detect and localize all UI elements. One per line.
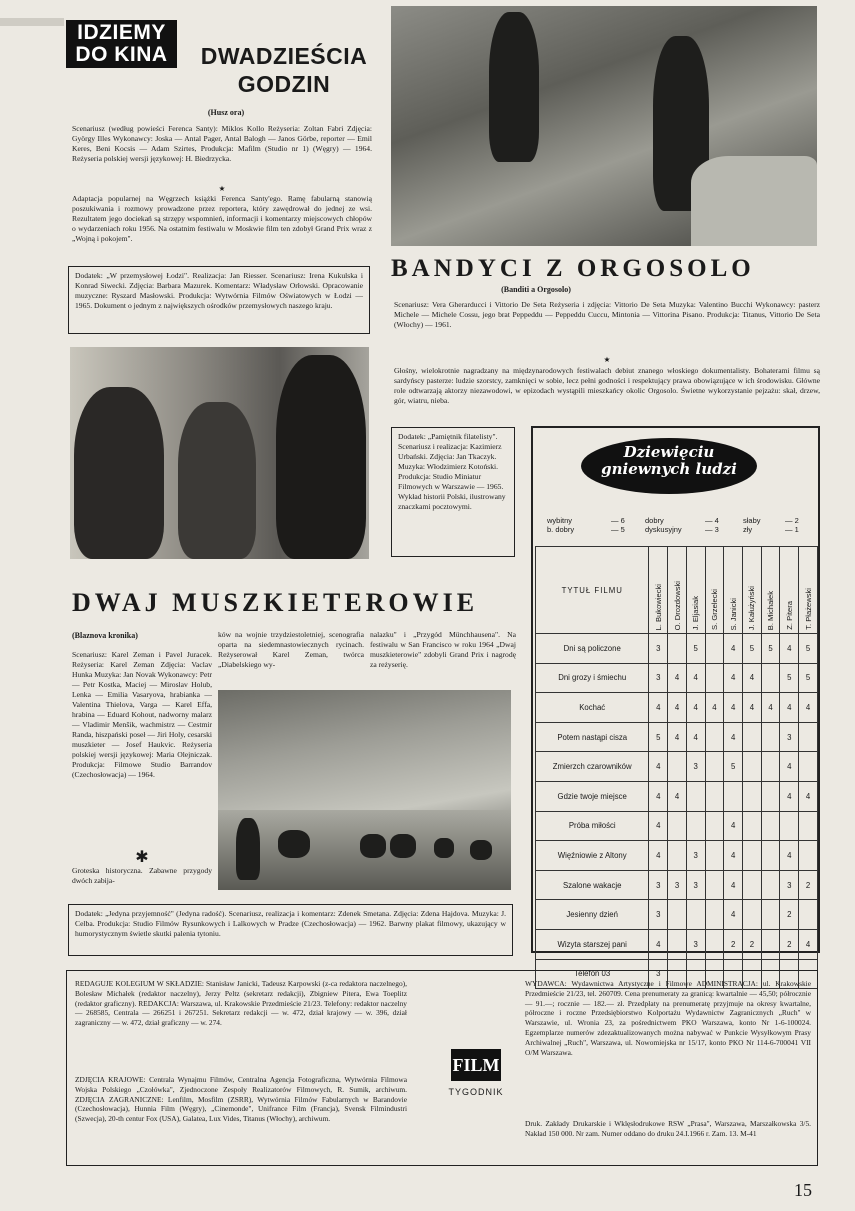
score-cell	[705, 929, 724, 959]
ratings-heading-line2: gniewnych ludzi	[601, 460, 737, 478]
score-cell	[743, 752, 762, 782]
score-cell	[705, 900, 724, 930]
legend-value: — 5	[611, 525, 625, 534]
score-cell	[761, 781, 780, 811]
score-cell	[799, 752, 818, 782]
film-title-cell: Zmierzch czarowników	[536, 752, 649, 782]
film-title-cell: Potem nastąpi cisza	[536, 722, 649, 752]
score-cell: 2	[743, 929, 762, 959]
score-cell	[668, 900, 687, 930]
muszkieterowie-star: ✱	[135, 849, 149, 866]
dwadziescia-credits: Scenariusz (według powieści Ferenca Santy): Miklos Kollo Reżyseria: Zoltan Fabri Zdjęcia: György Illes Wykonawcy: Joska — Antal Pager, Antal Balogh — Janos Görbe, reporter — Emil Keres, Beni Kocsis — Adam Szirtes, Produkcja: Mafilm (Studio nr 1) (Węgry) — 1964. Reżyseria polskiej wersji językowej: H. Biedrzycka.	[72, 124, 372, 163]
film-title-cell: Dni grozy i śmiechu	[536, 663, 649, 693]
legend-value: — 1	[785, 525, 799, 534]
score-cell	[743, 722, 762, 752]
ratings-row	[536, 781, 818, 811]
score-cell: 2	[724, 929, 743, 959]
score-cell	[799, 722, 818, 752]
score-cell	[686, 900, 705, 930]
score-cell: 4	[668, 722, 687, 752]
score-cell	[705, 811, 724, 841]
score-cell: 4	[668, 781, 687, 811]
ratings-row	[536, 900, 818, 930]
pamietnik-dodatek-box: Dodatek: „Pamiętnik filatelisty". Scenariusz i realizacja: Kazimierz Urbański. Zdjęcia: Jan Tkaczyk. Muzyka: Włodzimierz Kotoński. Produkcja: Studio Miniatur Filmowych w Warszawie — 1965. Wykład historii Polski, ilustrowany znaczkami pocztowymi.	[391, 427, 515, 557]
legend-col-3	[743, 516, 823, 534]
score-cell: 3	[649, 900, 668, 930]
page-number: 15	[794, 1180, 812, 1200]
ratings-body	[536, 634, 818, 989]
critic-header	[649, 547, 668, 634]
score-cell: 4	[743, 663, 762, 693]
muszkieterowie-title: DWAJ MUSZKIETEROWIE	[72, 588, 479, 617]
score-cell: 4	[724, 841, 743, 871]
critic-header	[799, 547, 818, 634]
score-cell: 4	[686, 663, 705, 693]
score-cell: 5	[780, 663, 799, 693]
score-cell	[743, 870, 762, 900]
muszkieterowie-body-2: ków na wojnie trzydziestoletniej, scenografia oparta na siedemnastowiecznych rycinach. Reżyserował Karel Zeman, twórca „Diabelskiego wy-	[218, 630, 364, 669]
critic-name: L. Bukowiecki	[653, 583, 663, 630]
ratings-row	[536, 929, 818, 959]
legend-label: zły	[743, 525, 753, 534]
score-cell	[668, 929, 687, 959]
ratings-heading	[581, 438, 757, 494]
film-title-cell: Wizyta starszej pani	[536, 929, 649, 959]
ratings-row	[536, 811, 818, 841]
score-cell: 4	[724, 693, 743, 723]
score-cell	[743, 811, 762, 841]
muszkieterowie-credits: Scenariusz: Karel Zeman i Pavel Juracek. Reżyseria: Karel Zeman Zdjęcia: Vaclav Hunka Muzyka: Jan Novak Wykonawcy: Petr — Petr Kostka, Maciej — Miroslav Holub, Lenka — Emilia Vasaryova, hrabianka — Valentina Thielova, Varga — Karel Effa, hrabina — Eduard Kohout, nadworny malarz — Vladimir Menšik, wachmistrz — Cestmir Randa, hiszpański poseł — Jiri Holy, cesarski muszkieter — Josef Haukvic. Reżyseria polskiej wersji językowej: Maria Olejniczak. Produkcja: Filmowe Studio Barrandov (Czechosłowacja) — 1964.	[72, 650, 212, 779]
logo-line2: DO KINA	[75, 43, 168, 66]
score-cell	[799, 841, 818, 871]
score-cell	[743, 900, 762, 930]
film-title-cell: Szalone wakacje	[536, 870, 649, 900]
score-cell	[799, 811, 818, 841]
masthead-publisher: WYDAWCA: Wydawnictwa Artystyczne i Filmowe ADMINISTRACJA: ul. Krakowskie Przedmieście 21/23, tel. 260709. Cena prenumeraty za granicą: kwartalnie — 45,50; półrocznie — 91.—; rocznie — 182.— zł. Przedpłaty na prenumeratę przyjmuje na okresy kwartalne, półroczne i roczne Przedsiębiorstwo Kolportażu Wydawnictw Zagranicznych „Ruch" w Warszawie, ul. Wronia 23, za pośrednictwem PKO Warszawa, konto Nr 1-6-100024. Egzemplarze numerów zdezaktualizowanych można nabywać w Punkcie Wysyłkowym Prasy Archiwalnej „Ruch", Warszawa, ul. Nowomiejska nr 15/17, konto PKO Nr 114-6-700041 VII O/M Warszawa.	[525, 979, 811, 1057]
film-title-cell: Telefon 03	[536, 959, 649, 989]
dwadziescia-still-photo	[70, 347, 369, 559]
score-cell: 4	[780, 752, 799, 782]
score-cell: 5	[761, 634, 780, 664]
masthead-editorial: REDAGUJE KOLEGIUM W SKŁADZIE: Stanisław Janicki, Tadeusz Karpowski (z-ca redaktora naczelnego), Bolesław Michałek (redaktor naczelny), Jerzy Peltz (sekretarz redakcji), Zbigniew Pitera, Ewa Toeplitz (redaktor graficzny). REDAKCJA: Warszawa, ul. Krakowskie Przedmieście 21/23. Telefony: redaktor naczelny — 268585, Centrala — 266251 i 267251. Sekretarz redakcji — w. 472, dział krajowy — w. 396, dział zagraniczny — w. 472, dział graficzny — w. 274.	[75, 979, 407, 1028]
score-cell	[724, 781, 743, 811]
score-cell: 4	[724, 870, 743, 900]
score-cell: 5	[724, 752, 743, 782]
score-cell: 4	[799, 929, 818, 959]
score-cell	[686, 781, 705, 811]
ratings-heading-line1: Dziewięciu	[623, 443, 715, 461]
score-cell	[668, 752, 687, 782]
muszkieterowie-still-photo	[218, 690, 511, 890]
dwadziescia-star: ★	[218, 184, 226, 193]
ratings-row	[536, 752, 818, 782]
muszkieterowie-body-3: nalazku" i „Przygód Münchhausena". Na festiwalu w San Francisco w roku 1964 „Dwaj muszkieterowie" zdobyli Grand Prix i nagrodę za reżyserię.	[370, 630, 516, 669]
score-cell: 4	[649, 841, 668, 871]
score-cell: 4	[649, 781, 668, 811]
score-cell: 4	[799, 693, 818, 723]
legend-col-1	[547, 516, 637, 534]
idziemy-do-kina-logo	[66, 20, 177, 68]
ratings-row	[536, 841, 818, 871]
dwadziescia-description: Adaptacja popularnej na Węgrzech książki Ferenca Santy'ego. Ramę fabularną stanowią poszukiwania i rozmowy prowadzone przez reportera, który zawędrował do jednej ze wsi. Rezultatem jego dociekań są strzępy wspomnień, informacji i komentarzy miejscowych chłopów o wydarzeniach roku 1956. Na ostatnim festiwalu w Moskwie film ten zdobył Grand Prix wraz z „Wojną i pokojem".	[72, 194, 372, 243]
score-cell: 5	[649, 722, 668, 752]
muszkieterowie-subtitle: (Blaznova kronika)	[72, 631, 138, 640]
score-cell: 3	[780, 722, 799, 752]
tygodnik-label: TYGODNIK	[448, 1087, 504, 1097]
score-cell	[761, 722, 780, 752]
critic-name: J. Kałużyński	[747, 585, 757, 630]
legend-label: słaby	[743, 516, 761, 525]
score-cell: 4	[649, 693, 668, 723]
score-cell	[705, 781, 724, 811]
critic-name: S. Grzelecki	[709, 589, 719, 630]
ratings-table	[535, 546, 818, 989]
score-cell: 5	[799, 634, 818, 664]
score-cell: 4	[780, 693, 799, 723]
score-cell: 3	[649, 663, 668, 693]
score-cell	[705, 841, 724, 871]
score-cell: 4	[799, 781, 818, 811]
score-cell: 3	[649, 870, 668, 900]
score-cell	[705, 752, 724, 782]
score-cell	[799, 900, 818, 930]
score-cell: 3	[686, 841, 705, 871]
ratings-row	[536, 870, 818, 900]
score-cell: 3	[686, 870, 705, 900]
critic-name: J. Eljasiak	[691, 595, 701, 630]
legend-value: — 2	[785, 516, 799, 525]
score-cell: 4	[668, 693, 687, 723]
bandyci-star: ★	[603, 355, 611, 364]
film-title-cell: Jesienny dzień	[536, 900, 649, 930]
muszkieterowie-body-1: Groteska historyczna. Zabawne przygody dwóch zabija-	[72, 866, 212, 885]
score-cell: 4	[649, 811, 668, 841]
score-cell: 4	[724, 663, 743, 693]
score-cell: 2	[799, 870, 818, 900]
bandyci-description: Głośny, wielokrotnie nagradzany na międzynarodowych festiwalach debiut znanego włoskiego dokumentalisty. Bohaterami filmu są sardyńscy pasterze: ludzie szorstcy, zamknięci w sobie, lecz pełni godności i respektujący prawa obowiązujące w ich środowisku. Główne role odtwarzają aktorzy niezawodowi, w epizodach wystąpili mieszkańcy okolic Orgosolo. Świetne wykorzystanie pejzażu: skał, drzew, gór, wiatru, nieba.	[394, 366, 820, 405]
score-cell	[761, 841, 780, 871]
critic-header	[743, 547, 762, 634]
critic-header	[724, 547, 743, 634]
title-line2: GODZIN	[237, 71, 331, 97]
score-cell: 3	[686, 752, 705, 782]
score-cell: 3	[668, 870, 687, 900]
score-cell	[705, 870, 724, 900]
score-cell: 4	[761, 693, 780, 723]
critic-header	[780, 547, 799, 634]
score-cell: 3	[780, 870, 799, 900]
score-cell	[668, 811, 687, 841]
score-cell: 5	[686, 634, 705, 664]
score-cell	[743, 841, 762, 871]
score-cell: 3	[649, 634, 668, 664]
score-cell: 3	[686, 929, 705, 959]
critic-name: B. Michałek	[766, 590, 776, 630]
masthead-photo-credits: ZDJĘCIA KRAJOWE: Centrala Wynajmu Filmów, Centralna Agencja Fotograficzna, Wytwórnia Filmowa Wojska Polskiego „Czołówka", Zjednoczone Zespoły Realizatorów Filmowych, R. Sumik, archiwum. ZDJĘCIA ZAGRANICZNE: Lenfilm, Mosfilm (ZSRR), Wytwórnia Filmów Fabularnych w Barandovie (Czechosłowacja), Hunnia Film (Węgry), „Cinemonde", Unifrance Film (Francja), Svensk Filmindustri (Szwecja), 20-th centur Fox (USA), Galatea, Lux Vides, Titanus (Włochy), archiwum.	[75, 1075, 407, 1124]
score-cell: 4	[780, 781, 799, 811]
film-title-cell: Próba miłości	[536, 811, 649, 841]
score-cell	[668, 634, 687, 664]
score-cell: 4	[724, 900, 743, 930]
score-cell	[705, 634, 724, 664]
masthead-print-info: Druk. Zakłady Drukarskie i Wklęsłodrukowe RSW „Prasa", Warszawa, Marszałkowska 3/5. Nakład 150 000. Nr zam. Numer oddano do druku 24.I.1966 r. Zam. 13. M-41	[525, 1119, 811, 1138]
film-title-cell: Dni są policzone	[536, 634, 649, 664]
score-cell	[780, 811, 799, 841]
critic-header	[668, 547, 687, 634]
score-cell: 5	[743, 634, 762, 664]
critic-name: O. Drozdowski	[672, 580, 682, 630]
bandyci-credits: Scenariusz: Vera Gherarducci i Vittorio De Seta Reżyseria i zdjęcia: Vittorio De Seta Muzyka: Valentino Bucchi Wykonawcy: pasterz Michele — Michele Cossu, jego brat Peppeddu — Peppeddu Cuccu, Mintonia — Vittorina Pisano. Produkcja: Titanus, Vittorio De Seta (Włochy) — 1961.	[394, 300, 820, 329]
score-cell: 2	[780, 929, 799, 959]
score-cell: 4	[649, 752, 668, 782]
legend-value: — 4	[705, 516, 719, 525]
score-cell: 4	[705, 693, 724, 723]
critic-name: Z. Pitera	[784, 601, 794, 630]
critic-header	[761, 547, 780, 634]
dwadziescia-godzin-title	[181, 44, 387, 96]
score-cell: 4	[649, 929, 668, 959]
bandyci-still-photo	[391, 6, 817, 246]
film-logo: FILM	[451, 1049, 501, 1081]
ratings-panel	[531, 426, 820, 979]
score-cell	[686, 811, 705, 841]
ratings-header-row	[536, 547, 818, 634]
score-cell: 3	[649, 959, 668, 989]
score-cell: 4	[724, 634, 743, 664]
masthead-footer	[66, 970, 818, 1166]
score-cell	[761, 811, 780, 841]
legend-label: wybitny	[547, 516, 573, 525]
legend-col-2	[645, 516, 735, 534]
score-cell: 2	[780, 900, 799, 930]
score-cell: 4	[724, 722, 743, 752]
ratings-row	[536, 693, 818, 723]
ratings-row	[536, 663, 818, 693]
title-column-header: TYTUŁ FILMU	[536, 547, 649, 634]
film-title-cell: Gdzie twoje miejsce	[536, 781, 649, 811]
dwadziescia-subtitle: (Husz ora)	[207, 108, 245, 117]
score-cell	[705, 663, 724, 693]
bandyci-title: BANDYCI Z ORGOSOLO	[391, 255, 755, 282]
score-cell	[761, 929, 780, 959]
bandyci-subtitle: (Banditi a Orgosolo)	[501, 285, 571, 294]
score-cell	[705, 722, 724, 752]
score-cell: 4	[686, 693, 705, 723]
legend-value: — 6	[611, 516, 625, 525]
score-cell	[761, 663, 780, 693]
critic-name: T. Płażewski	[803, 588, 813, 630]
film-title-cell: Więźniowie z Altony	[536, 841, 649, 871]
muszkieterowie-dodatek-box: Dodatek: „Jedyna przyjemność" (Jedyna radość). Scenariusz, realizacja i komentarz: Zdenek Smetana. Zdjęcia: Zdena Hajdova. Muzyka: J. Celba. Produkcja: Studio Filmów Rysunkowych i Lalkowych w Pradze (Czechosłowacja) — 1962. Barwny plakat filmowy, ukazujący w humorystycznym świetle skutki palenia tytoniu.	[68, 904, 513, 956]
legend-label: b. dobry	[547, 525, 575, 534]
dwadziescia-dodatek-box: Dodatek: „W przemysłowej Łodzi". Realizacja: Jan Riesser. Scenariusz: Irena Kukulska i Konrad Siwecki. Zdjęcia: Barbara Mazurek. Komentarz: Władysław Orłowski. Opracowanie muzyczne: Ryszard Masłowski. Produkcja: Wytwórnia Filmów Oświatowych w Łodzi — 1965. Dokument o jednym z największych ośrodków przemysłowych naszego kraju.	[68, 266, 370, 334]
legend-label: dyskusyjny	[645, 525, 682, 534]
score-cell: 4	[724, 811, 743, 841]
ratings-row	[536, 634, 818, 664]
score-cell: 4	[780, 634, 799, 664]
critic-header	[686, 547, 705, 634]
score-cell	[761, 870, 780, 900]
page-corner-tab	[0, 18, 64, 26]
score-cell: 4	[686, 722, 705, 752]
score-cell: 4	[743, 693, 762, 723]
film-title-cell: Kochać	[536, 693, 649, 723]
title-line1: DWADZIEŚCIA	[200, 43, 368, 69]
legend-value: — 3	[705, 525, 719, 534]
critic-header	[705, 547, 724, 634]
score-cell	[761, 900, 780, 930]
score-cell	[761, 752, 780, 782]
critic-name: S. Janicki	[728, 597, 738, 630]
ratings-row	[536, 722, 818, 752]
logo-line1: IDZIEMY	[77, 21, 166, 44]
score-cell: 5	[799, 663, 818, 693]
score-cell	[743, 781, 762, 811]
score-cell: 4	[780, 841, 799, 871]
score-cell: 4	[668, 663, 687, 693]
score-cell	[668, 841, 687, 871]
legend-label: dobry	[645, 516, 664, 525]
